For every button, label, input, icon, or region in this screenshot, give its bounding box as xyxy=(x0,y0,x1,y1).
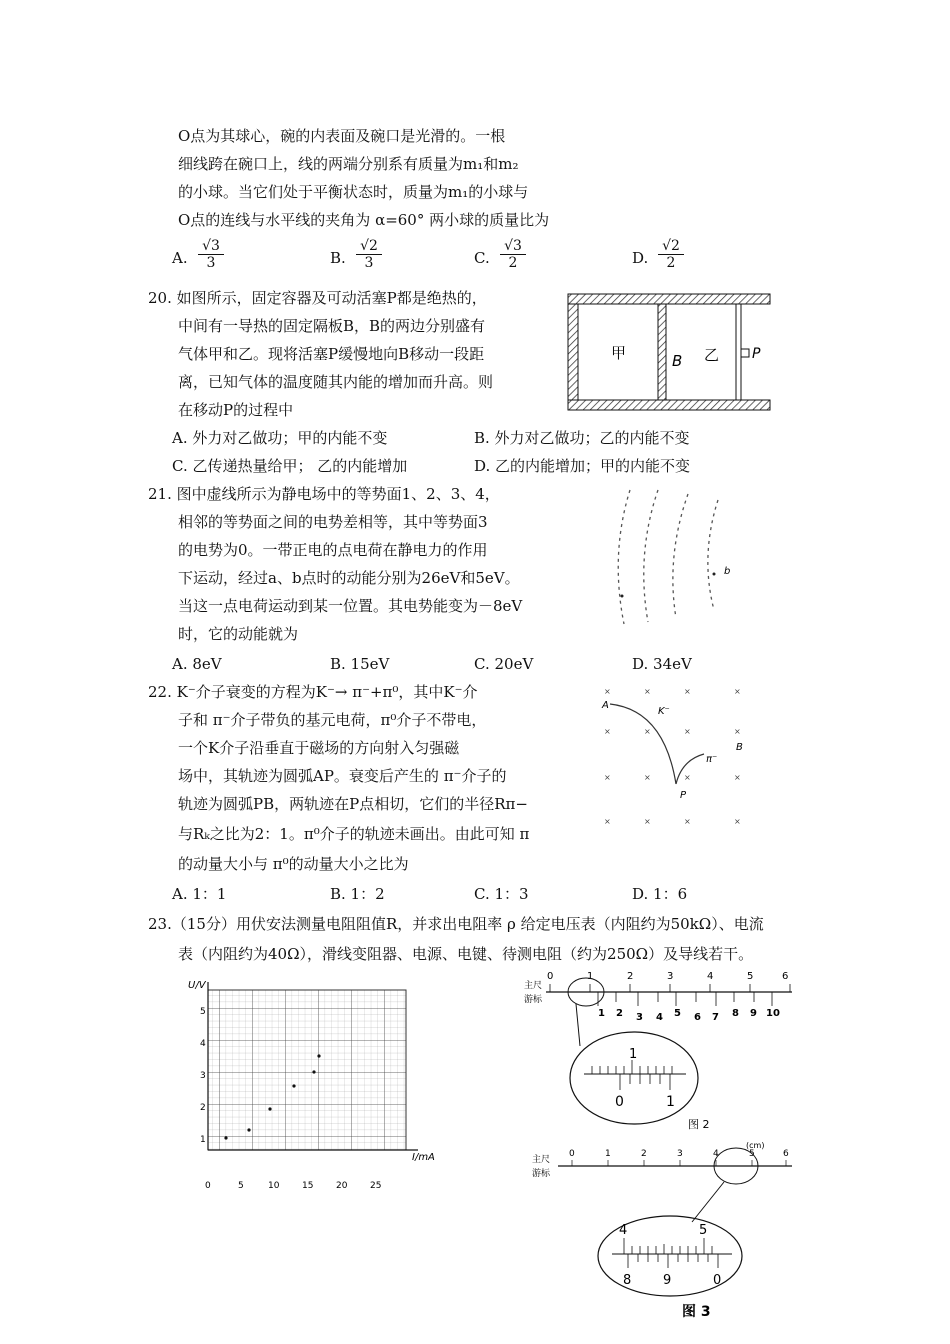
x-tick: 5 xyxy=(238,1181,244,1191)
svg-text:×: × xyxy=(644,817,651,826)
main-tick: 2 xyxy=(641,1149,647,1159)
vernier-scale-label: 游标 xyxy=(532,1169,551,1179)
point-b-label: b xyxy=(724,566,731,577)
q21-line-6: 时，它的动能就为 xyxy=(178,625,299,643)
zoom-vernier-tick: 0 xyxy=(615,1094,624,1110)
main-scale-label: 主尺 xyxy=(524,981,543,991)
q23-line-2: 表（内阻约为40Ω），滑线变阻器、电源、电键、待测电阻（约为250Ω）及导线若干。 xyxy=(178,945,754,963)
q22-line-1: 22. K⁻介子衰变的方程为K⁻→ π⁻+π⁰，其中K⁻介 xyxy=(148,683,478,701)
data-point xyxy=(268,1107,271,1110)
y-tick: 1 xyxy=(200,1135,206,1145)
main-tick: 1 xyxy=(605,1149,611,1159)
q22-line-6: 与Rₖ之比为2：1。π⁰介子的轨迹未画出。由此可知 π xyxy=(178,825,530,843)
main-tick: 5 xyxy=(747,971,754,982)
point-b xyxy=(713,573,716,576)
q21-line-5: 当这一点电荷运动到某一位置。其电势能变为－8eV xyxy=(178,597,523,615)
equipotential-figure xyxy=(600,484,750,634)
x-tick: 20 xyxy=(336,1181,348,1191)
q22-option-c: C. 1：3 xyxy=(474,885,529,903)
x-axis-label: I/mA xyxy=(412,1152,435,1163)
q21-line-4: 下运动，经过a、b点时的动能分别为26eV和5eV。 xyxy=(178,569,520,587)
main-tick: 0 xyxy=(547,971,554,982)
zoom-main-tick: 1 xyxy=(629,1047,638,1062)
q20-option-c: C. 乙传递热量给甲； 乙的内能增加 xyxy=(172,457,408,475)
point-a-label: A xyxy=(602,700,609,711)
figure-3-caption: 图 3 xyxy=(682,1304,711,1320)
q22-option-b: B. 1：2 xyxy=(330,885,385,903)
figure-2-caption: 图 2 xyxy=(688,1118,710,1131)
svg-text:×: × xyxy=(644,773,651,782)
main-tick: 3 xyxy=(667,971,674,982)
q21-option-a: A. 8eV xyxy=(172,655,222,673)
zoom-vernier-tick: 9 xyxy=(663,1273,672,1288)
point-p-label: P xyxy=(680,790,687,801)
partition-b xyxy=(658,304,666,400)
y-tick: 2 xyxy=(200,1103,206,1113)
svg-text:×: × xyxy=(644,687,651,696)
main-tick: 4 xyxy=(707,971,714,982)
main-tick: 4 xyxy=(713,1149,719,1159)
vernier-tick: 2 xyxy=(616,1008,623,1019)
q22-line-7: 的动量大小与 π⁰的动量大小之比为 xyxy=(178,855,409,873)
point-b-label: B xyxy=(736,742,743,753)
main-scale-label: 主尺 xyxy=(532,1155,551,1165)
zoom-vernier-tick: 1 xyxy=(666,1094,675,1110)
vernier-tick: 3 xyxy=(636,1012,643,1023)
vernier-tick: 1 xyxy=(598,1008,605,1019)
svg-text:×: × xyxy=(604,687,611,696)
q23-line-1: 23.（15分）用伏安法测量电阻阻值R，并求出电阻率 ρ 给定电压表（内阻约为50kΩ）、电流 xyxy=(148,915,764,933)
y-axis-label: U/V xyxy=(188,980,206,991)
q22-line-5: 轨迹为圆弧PB，两轨迹在P点相切，它们的半径Rπ− xyxy=(178,795,528,813)
main-tick: 1 xyxy=(587,971,594,982)
main-tick: 3 xyxy=(677,1149,683,1159)
data-point xyxy=(224,1136,227,1139)
data-point xyxy=(292,1084,295,1087)
main-tick: 5 xyxy=(749,1149,755,1159)
q20-line-1: 20. 如图所示，固定容器及可动活塞P都是绝热的， xyxy=(148,289,487,307)
svg-text:×: × xyxy=(684,773,691,782)
main-tick: 2 xyxy=(627,971,634,982)
q20-option-b: B. 外力对乙做功；乙的内能不变 xyxy=(474,429,690,447)
piston-p-label: P xyxy=(752,346,761,362)
svg-text:×: × xyxy=(684,687,691,696)
vernier-tick: 6 xyxy=(694,1012,701,1023)
svg-text:×: × xyxy=(604,773,611,782)
vernier-tick: 9 xyxy=(750,1008,757,1019)
x-tick: 25 xyxy=(370,1181,382,1191)
data-point xyxy=(317,1054,320,1057)
gas-yi-label: 乙 xyxy=(704,346,720,364)
main-tick: 0 xyxy=(569,1149,575,1159)
container-piston-figure xyxy=(566,292,772,416)
y-tick: 3 xyxy=(200,1071,206,1081)
q22-option-a: A. 1：1 xyxy=(172,885,227,903)
main-tick: 6 xyxy=(783,1149,789,1159)
svg-text:×: × xyxy=(734,773,741,782)
vernier-tick: 8 xyxy=(732,1008,739,1019)
vernier-tick: 4 xyxy=(656,1012,663,1023)
svg-text:×: × xyxy=(734,817,741,826)
svg-text:×: × xyxy=(734,727,741,736)
q21-line-3: 的电势为0。一带正电的点电荷在静电力的作用 xyxy=(178,541,488,559)
q21-option-c: C. 20eV xyxy=(474,655,534,673)
svg-text:×: × xyxy=(684,817,691,826)
partition-b-label: B xyxy=(672,352,683,370)
vernier-tick: 7 xyxy=(712,1012,719,1023)
main-tick: 6 xyxy=(782,971,789,982)
unit-label: (cm) xyxy=(746,1141,765,1150)
q19-line-3: 的小球。当它们处于平衡状态时，质量为m₁的小球与 xyxy=(178,183,529,201)
q20-line-5: 在移动P的过程中 xyxy=(178,401,294,419)
data-point xyxy=(247,1128,250,1131)
zoom-ellipse xyxy=(570,1032,698,1124)
zoom-vernier-tick: 0 xyxy=(713,1273,722,1288)
x-tick: 0 xyxy=(205,1181,211,1191)
q20-line-3: 气体甲和乙。现将活塞P缓慢地向B移动一段距 xyxy=(178,345,485,363)
svg-text:×: × xyxy=(644,727,651,736)
magnetic-field-figure xyxy=(596,680,756,830)
q20-option-a: A. 外力对乙做功；甲的内能不变 xyxy=(172,429,388,447)
y-tick: 4 xyxy=(200,1039,206,1049)
point-a xyxy=(621,595,624,598)
q19-line-2: 细线跨在碗口上，线的两端分别系有质量为m₁和m₂ xyxy=(178,155,519,173)
svg-text:×: × xyxy=(604,817,611,826)
q20-line-4: 离，已知气体的温度随其内能的增加而升高。则 xyxy=(178,373,494,391)
vernier-figure-3 xyxy=(528,1138,798,1324)
k-meson-label: K⁻ xyxy=(658,706,670,717)
q22-line-2: 子和 π⁻介子带负的基元电荷，π⁰介子不带电， xyxy=(178,711,487,729)
data-point xyxy=(312,1070,315,1073)
q22-option-d: D. 1：6 xyxy=(632,885,688,903)
y-tick: 5 xyxy=(200,1007,206,1017)
q20-option-d: D. 乙的内能增加；甲的内能不变 xyxy=(474,457,691,475)
q21-line-1: 21. 图中虚线所示为静电场中的等势面1、2、3、4， xyxy=(148,485,500,503)
vernier-figure-2 xyxy=(520,966,800,1136)
q21-option-d: D. 34eV xyxy=(632,655,692,673)
q20-line-2: 中间有一导热的固定隔板B，B的两边分别盛有 xyxy=(178,317,486,335)
zoom-main-tick: 5 xyxy=(699,1223,708,1238)
q22-line-3: 一个K介子沿垂直于磁场的方向射入匀强磁 xyxy=(178,739,460,757)
x-tick: 10 xyxy=(268,1181,280,1191)
q21-option-b: B. 15eV xyxy=(330,655,390,673)
svg-text:×: × xyxy=(684,727,691,736)
q19-line-4: O点的连线与水平线的夹角为 α=60° 两小球的质量比为 xyxy=(178,211,550,229)
vernier-tick: 10 xyxy=(766,1008,780,1019)
x-tick: 15 xyxy=(302,1181,314,1191)
piston-p xyxy=(736,304,741,400)
zoom-main-tick: 4 xyxy=(619,1223,628,1238)
pi-meson-label: π⁻ xyxy=(706,754,718,765)
q21-line-2: 相邻的等势面之间的电势差相等，其中等势面3 xyxy=(178,513,488,531)
q19-line-1: O点为其球心，碗的内表面及碗口是光滑的。一根 xyxy=(178,127,506,145)
gas-jia-label: 甲 xyxy=(611,344,627,362)
svg-text:×: × xyxy=(604,727,611,736)
vernier-tick: 5 xyxy=(674,1008,681,1019)
vernier-scale-label: 游标 xyxy=(524,995,543,1005)
q22-line-4: 场中，其轨迹为圆弧AP。衰变后产生的 π⁻介子的 xyxy=(178,767,507,785)
zoom-vernier-tick: 8 xyxy=(623,1273,632,1288)
u-i-graph xyxy=(186,976,452,1196)
svg-text:×: × xyxy=(734,687,741,696)
